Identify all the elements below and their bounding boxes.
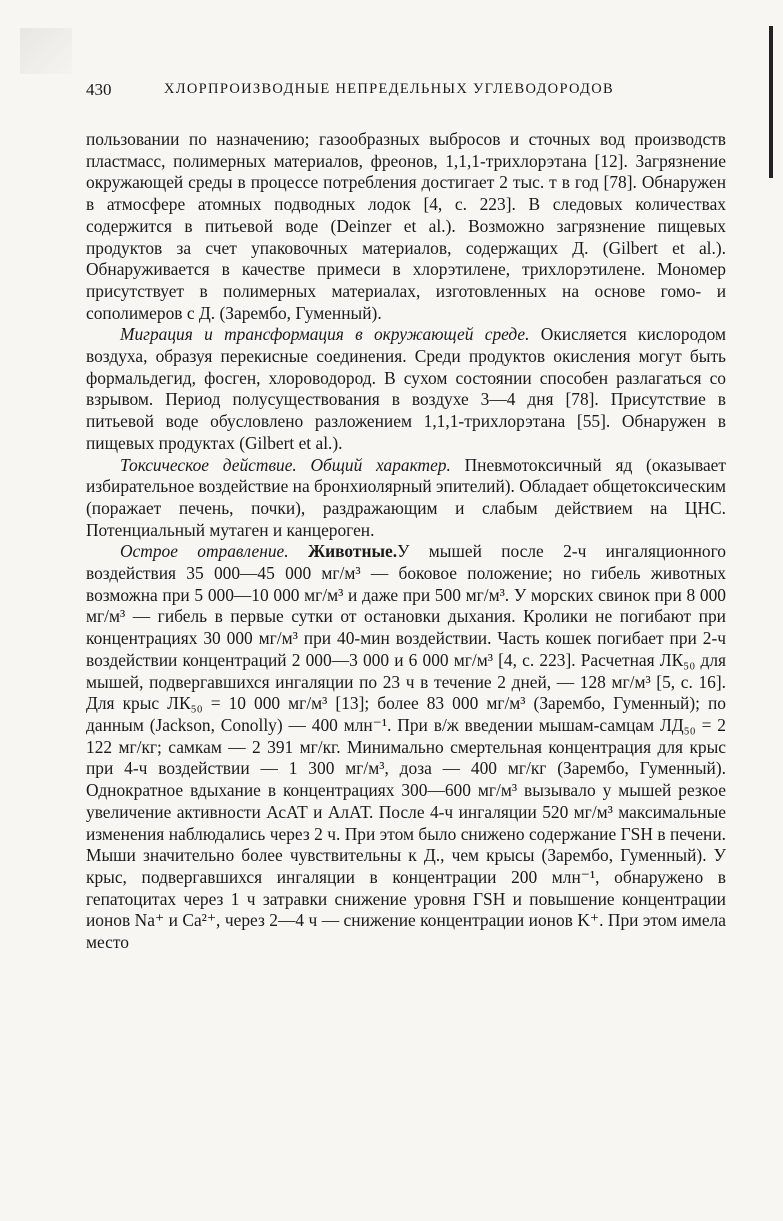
paragraph-subheading: Животные. [288, 541, 398, 562]
page-edge-bar [769, 26, 773, 178]
paragraph-heading: Токсическое действие. Общий характер. [120, 454, 451, 475]
paragraph-heading: Острое отравление. [120, 541, 289, 562]
page-header [86, 80, 716, 106]
paragraph-text: пользовании по назначению; газообразных выбросов и сточных вод производств пластмасс, полимерных материалов, фреонов, 1,1,1-трихлорэтана [12]. Загрязнение окружающей среды в процессе потребления достигает 2 тыс. т в год [78]. Обнаружен в атмосфере атомных подводных лодок [4, с. 223]. В следовых количествах содержится в питьевой воде (Deinzer et al.). Возможно загрязнение пищевых продуктов за счет упаковочных материалов, содержащих Д. (Gilbert et al.). Обнаруживается в качестве примеси в хлорэтилене, трихлорэтилене. Мономер присутствует в полимерных материалах, изготовленных на основе гомо- и сополимеров с Д. (Зарембо, Гуменный). [86, 129, 726, 323]
paragraph-toxic-action [86, 455, 726, 542]
scan-smudge [20, 28, 72, 74]
paragraph-text: Окисляется кислородом воздуха, образуя перекисные соединения. Среди продуктов окисления могут быть формальдегид, фосген, хлороводород. В сухом состоянии способен разлагаться со взрывом. Период полусуществования в воздухе 3—4 дня [78]. Присутствие в питьевой воде обусловлено разложением 1,1,1-трихлорэтана [55]. Обнаружен в пищевых продуктах (Gilbert et al.). [86, 324, 726, 453]
paragraph-heading: Миграция и трансформация в окружающей среде. [120, 324, 530, 345]
paragraph-text: Пневмотоксичный яд (оказывает избирательное воздействие на бронхиолярный эпителий). Обладает общетоксическим (поражает печень, почки), раздражающим и слабым действием на ЦНС. Потенциальный мутаген и канцероген. [86, 454, 726, 540]
paragraph-continuation [86, 129, 726, 324]
body-text [86, 129, 726, 954]
paragraph-migration [86, 324, 726, 454]
paragraph-text: У мышей после 2-ч ингаляционного воздействия 35 000—45 000 мг/м³ — боковое положение; но гибель животных возможна при 5 000—10 000 мг/м³ и даже при 500 мг/м³. У морских свинок при 8 000 мг/м³ — гибель в первые сутки от остановки дыхания. Кролики не погибают при концентрациях 30 000 мг/м³ при 40-мин воздействии. Часть кошек погибает при 2-ч воздействии концентраций 2 000—3 000 и 6 000 мг/м³ [4, с. 223]. Расчетная ЛК₅₀ для мышей, подвергавшихся ингаляции по 23 ч в течение 2 дней, — 128 мг/м³ [5, с. 16]. Для крыс ЛК₅₀ = 10 000 мг/м³ [13]; более 83 000 мг/м³ (Зарембо, Гуменный); по данным (Jackson, Conolly) — 400 млн⁻¹. При в/ж введении мышам-самцам ЛД₅₀ = 2 122 мг/кг; самкам — 2 391 мг/кг. Минимально смертельная концентрация для крыс при 4-ч воздействии — 1 300 мг/м³, доза — 400 мг/кг (Зарембо, Гуменный). Однократное вдыхание в концентрациях 300—600 мг/м³ вызывало у мышей резкое увеличение активности АсАТ и АлАТ. После 4-ч ингаляции 520 мг/м³ максимальные изменения наблюдались через 2 ч. При этом было снижено содержание ГSH в печени. Мыши значительно более чувствительны к Д., чем крысы (Зарембо, Гуменный). У крыс, подвергавшихся ингаляции в концентрации 200 млн⁻¹, обнаружено в гепатоцитах через 1 ч затравки снижение уровня ГSH и повышение концентрации ионов Na⁺ и Ca²⁺, через 2—4 ч — снижение концентрации ионов K⁺. При этом имела место [86, 541, 726, 953]
running-head: ХЛОРПРОИЗВОДНЫЕ НЕПРЕДЕЛЬНЫХ УГЛЕВОДОРОДОВ [164, 81, 614, 97]
paragraph-acute-poisoning [86, 541, 726, 953]
page-number: 430 [86, 80, 112, 99]
